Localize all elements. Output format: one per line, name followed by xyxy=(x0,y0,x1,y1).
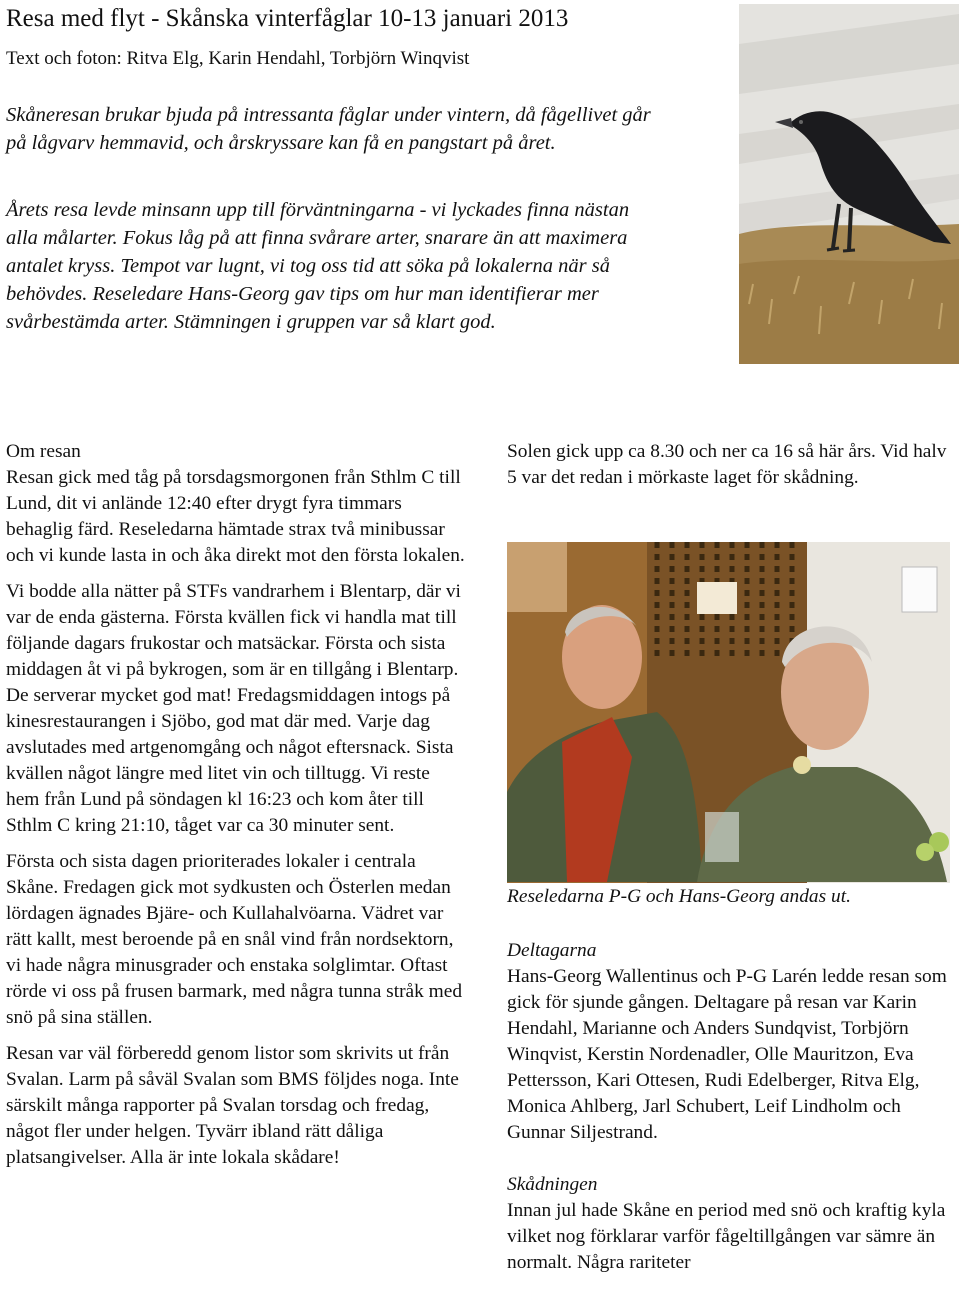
skadningen-text: Innan jul hade Skåne en period med snö och kraftig kyla vilket nog förklarar varför fågeltillgången var sämre än normalt. Några rariteter xyxy=(507,1200,946,1273)
om-resan-paragraph-2: Vi bodde alla nätter på STFs vandrarhem i Blentarp, där vi var de enda gästerna. Första kvällen fick vi handla mat till följande dagars frukostar och matsäckar. Första och sista middagen åt vi på bykrogen, som är en tillgång i Blentarp. De serverar mycket god mat! Fredagsmiddagen intogs på kinesrestaurangen i Sjöbo, god mat där med. Varje dag avslutades med artgenomgång och något eftersnack. Sista kvällen något längre med litet vin och tilltugg. Vi reste hem från Lund på söndagen kl 16:23 och kom åter till Sthlm C kring 21:10, tåget var ca 30 minuter sent. xyxy=(6,581,461,836)
om-resan-paragraph-4: Resan var väl förberedd genom listor som skrivits ut från Svalan. Larm på såväl Svalan som BMS följdes noga. Inte särskilt många rapporter på Svalan torsdag och fredag, något fler under helgen. Tyvärr ibland rätt dåliga platsangivelser. Alla är inte lokala skådare! xyxy=(6,1043,459,1168)
deltagarna-text: Hans-Georg Wallentinus och P-G Larén ledde resan som gick för sjunde gången. Deltagare på resan var Karin Hendahl, Marianne och Anders Sundqvist, Torbjörn Winqvist, Kerstin Nordenadler, Olle Mauritzon, Eva Pettersson, Kari Ottesen, Rudi Edelberger, Ritva Elg, Monica Ahlberg, Jarl Schubert, Leif Lindholm och Gunnar Siljestrand. xyxy=(507,966,947,1143)
article-credits: Text och foton: Ritva Elg, Karin Hendahl, Torbjörn Winqvist xyxy=(6,48,470,69)
intro-paragraph-2: Årets resa levde minsann upp till förväntningarna - vi lyckades finna nästan alla målarter. Fokus låg på att finna svårare arter, snarare än att maximera antalet kryss. Tempot var lugnt, vi tog oss tid att söka på lokalerna när så behövdes. Reseledare Hans-Georg gav tips om hur man identifierar mer svårbestämda arter. Stämningen i gruppen var så klart god. xyxy=(6,199,630,333)
om-resan-heading: Om resan xyxy=(6,441,81,462)
tour-leaders-photo xyxy=(507,542,950,883)
sun-text-block xyxy=(507,439,952,491)
sun-text: Solen gick upp ca 8.30 och ner ca 16 så här års. Vid halv 5 var det redan i mörkaste laget för skådning. xyxy=(507,441,947,488)
om-resan-paragraph-1: Resan gick med tåg på torsdagsmorgonen från Sthlm C till Lund, dit vi anlände 12:40 efter drygt fyra timmars behaglig färd. Reseledarna hämtade strax två minibussar och vi kunde lasta in och åka direkt mot den första lokalen. xyxy=(6,467,465,566)
deltagarna-heading: Deltagarna xyxy=(507,940,597,961)
crow-photo xyxy=(739,4,959,364)
article-title: Resa med flyt - Skånska vinterfåglar 10-13 januari 2013 xyxy=(6,5,569,32)
intro-paragraph-1: Skåneresan brukar bjuda på intressanta fåglar under vintern, då fågellivet går på lågvarv hemmavid, och årskryssare kan få en pangstart på året. xyxy=(6,104,651,154)
skadningen-heading: Skådningen xyxy=(507,1174,598,1195)
photo-caption: Reseledarna P-G och Hans-Georg andas ut. xyxy=(507,886,851,907)
om-resan-paragraph-3: Första och sista dagen prioriterades lokaler i centrala Skåne. Fredagen gick mot sydkusten och Österlen medan lördagen ägnades Bjäre- och Kullahalvöarna. Vädret var rätt kallt, mest beroende på en snål vind från nordsektorn, vi hade några minusgrader och enstaka solglimtar. Oftast rörde vi oss på frusen barmark, med några tunna stråk med snö på sina ställen. xyxy=(6,851,463,1028)
left-column xyxy=(6,439,468,1171)
right-column-lower xyxy=(507,938,952,1276)
